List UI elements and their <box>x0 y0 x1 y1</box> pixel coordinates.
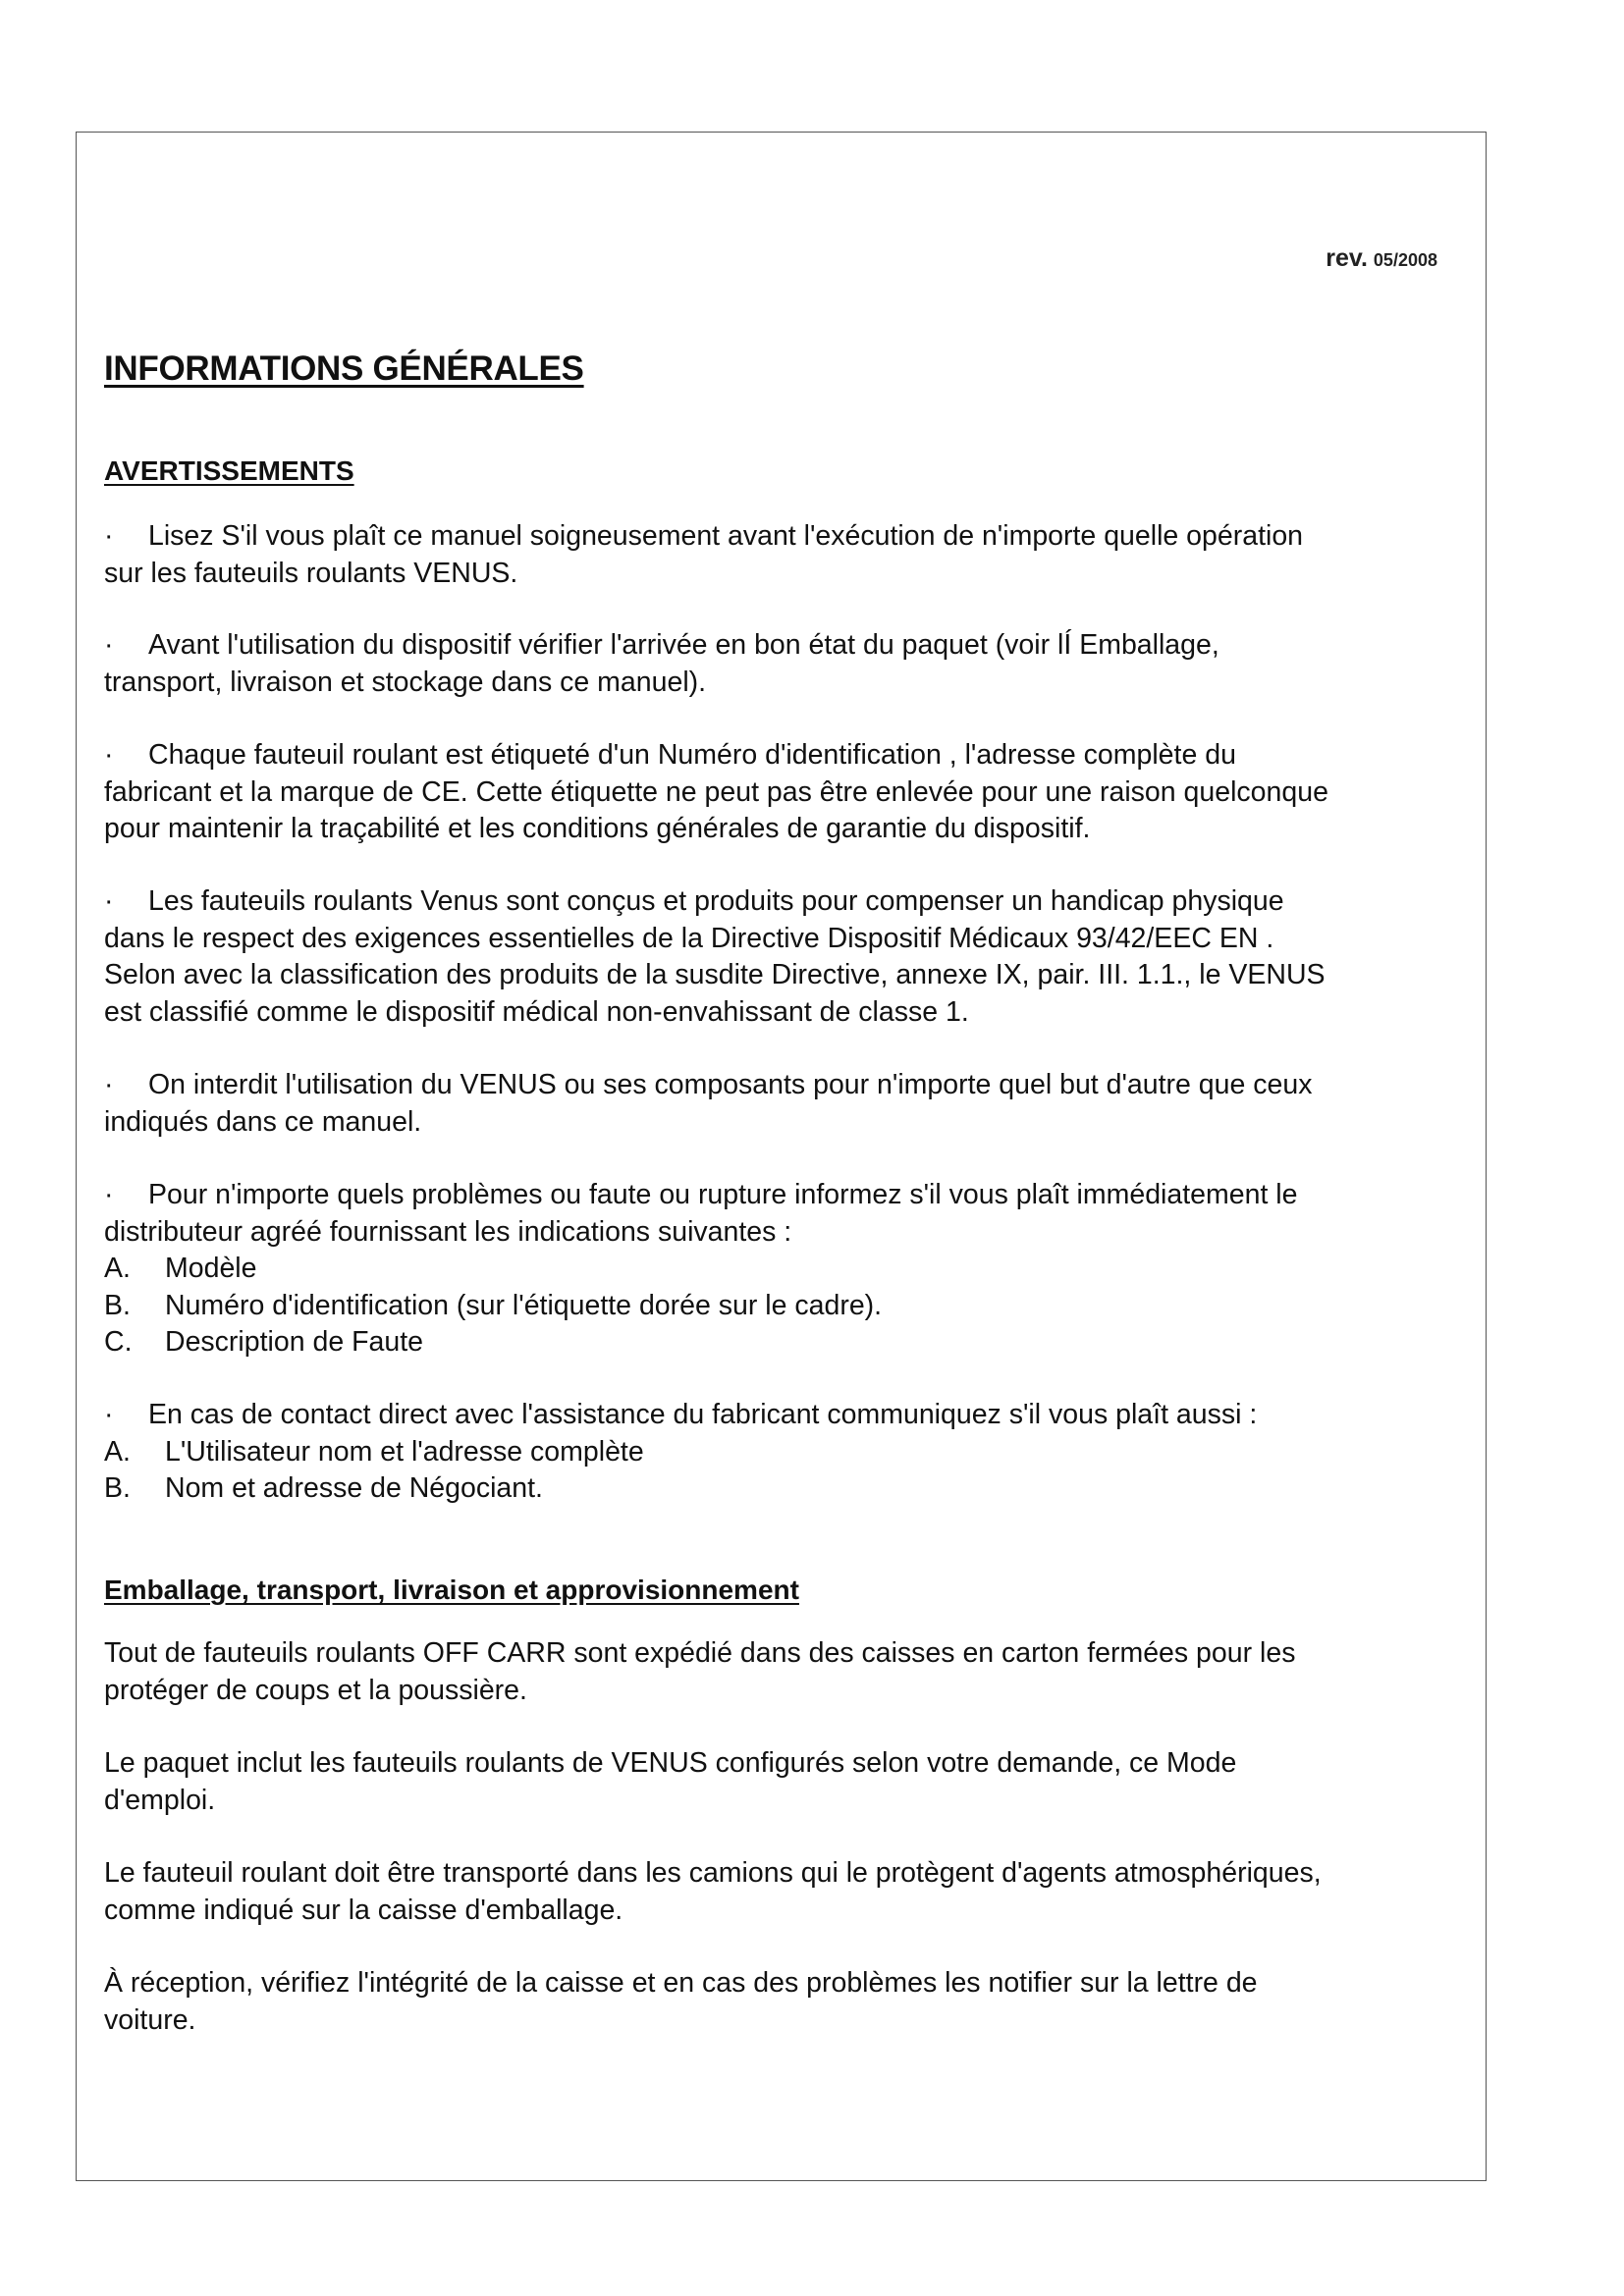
warning-item-1: · Lisez S'il vous plaît ce manuel soigneusement avant l'exécution de n'importe quelle opération sur les fauteuils roulants VENUS. <box>104 520 1304 589</box>
warning-item-2: · Avant l'utilisation du dispositif vérifier l'arrivée en bon état du paquet (voir lÍ Emballage, transport, livraison et stockage dans ce manuel). <box>104 629 1219 698</box>
list-item: A. L'Utilisateur nom et l'adresse complète <box>104 1435 644 1468</box>
warning-item-4: · Les fauteuils roulants Venus sont conçus et produits pour compenser un handicap physique dans le respect des exigences essentielles de la Directive Dispositif Médicaux 93/42/EEC EN . Selon avec la classification des produits de la susdite Directive, annexe IX, pair. III. 1.1., le VENUS est classifié comme le dispositif médical non-envahissant de classe 1. <box>104 885 1326 1028</box>
list-item: C. Description de Faute <box>104 1326 423 1358</box>
packaging-paragraph-2: Le paquet inclut les fauteuils roulants de VENUS configurés selon votre demande, ce Mode d'emploi. <box>104 1747 1237 1816</box>
revision-stamp <box>1326 244 1437 273</box>
warnings-heading: AVERTISSEMENTS <box>104 455 354 486</box>
warning-item-6: · Pour n'importe quels problèmes ou faute ou rupture informez s'il vous plaît immédiatement le distributeur agréé fournissant les indications suivantes : A. Modèle B. Numéro d'identification (sur l'étiquette dorée sur le cadre). C. Description de Faute <box>104 1177 1467 1362</box>
packaging-paragraph-3: Le fauteuil roulant doit être transporté dans les camions qui le protègent d'agents atmosphériques, comme indiqué sur la caisse d'emballage. <box>104 1857 1322 1926</box>
revision-label: rev. <box>1326 244 1368 272</box>
packaging-paragraph-1: Tout de fauteuils roulants OFF CARR sont expédié dans des caisses en carton fermées pour les protéger de coups et la poussière. <box>104 1637 1296 1706</box>
list-item: B. Nom et adresse de Négociant. <box>104 1472 543 1504</box>
revision-date: 05/2008 <box>1373 250 1437 270</box>
list-item: B. Numéro d'identification (sur l'étiquette dorée sur le cadre). <box>104 1289 883 1321</box>
packaging-heading: Emballage, transport, livraison et approvisionnement <box>104 1575 799 1605</box>
page-title: INFORMATIONS GÉNÉRALES <box>104 349 584 388</box>
warning-item-3: · Chaque fauteuil roulant est étiqueté d'un Numéro d'identification , l'adresse complète du fabricant et la marque de CE. Cette étiquette ne peut pas être enlevée pour une raison quelconque pour maintenir la traçabilité et les conditions générales de garantie du dispositif. <box>104 739 1328 844</box>
warning-item-5: · On interdit l'utilisation du VENUS ou ses composants pour n'importe quel but d'autre que ceux indiqués dans ce manuel. <box>104 1069 1313 1138</box>
warning-item-7: · En cas de contact direct avec l'assistance du fabricant communiquez s'il vous plaît aussi : A. L'Utilisateur nom et l'adresse complète B. Nom et adresse de Négociant. <box>104 1397 1467 1508</box>
packaging-paragraph-4: À réception, vérifiez l'intégrité de la caisse et en cas des problèmes les notifier sur la lettre de voiture. <box>104 1967 1258 2036</box>
list-item: A. Modèle <box>104 1253 257 1284</box>
